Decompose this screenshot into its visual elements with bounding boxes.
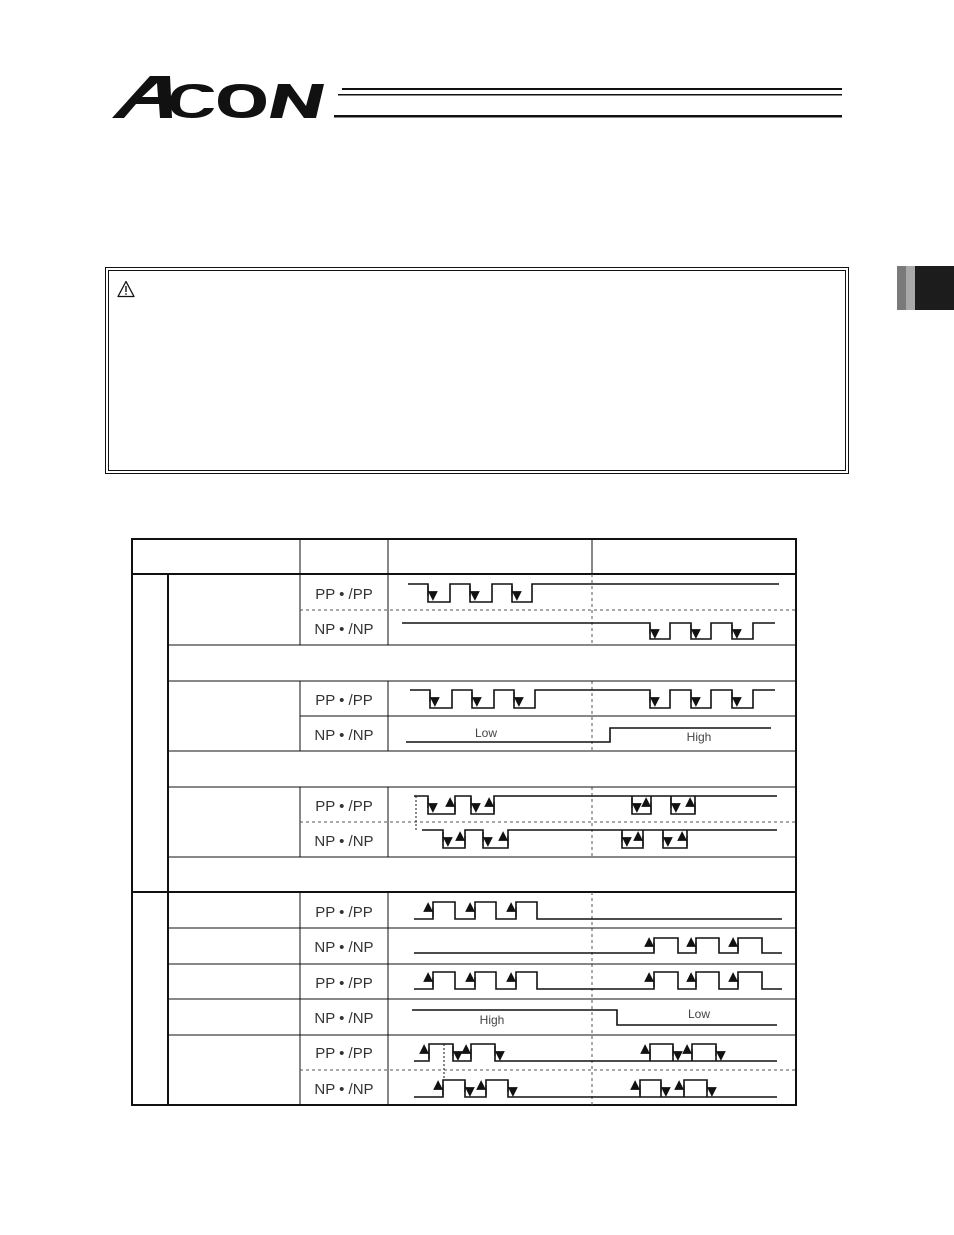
signal-label: NP • /NP: [314, 833, 374, 850]
waveform-row-4: [406, 728, 771, 742]
signal-label: NP • /NP: [314, 939, 374, 956]
side-tab-block: [915, 266, 954, 310]
signal-labels: [314, 586, 373, 1098]
signal-label: PP • /PP: [315, 904, 373, 921]
waveform-row-0: [408, 584, 779, 602]
signal-label: NP • /NP: [314, 621, 374, 638]
logo-letter-c: [170, 84, 214, 118]
level-label-low: Low: [687, 1007, 711, 1021]
side-tab-stripe-1: [897, 266, 906, 310]
row-dotted-lines: [300, 610, 796, 1070]
waveform-row-7: [422, 830, 777, 848]
signal-label: NP • /NP: [314, 727, 374, 744]
waveform-row-8: [414, 902, 782, 919]
waveform-row-12: [414, 1044, 777, 1061]
warning-triangle-icon: [117, 280, 135, 298]
waveform-row-10: [414, 972, 782, 989]
row-lines: [168, 645, 796, 1035]
level-label-low: Low: [474, 726, 498, 740]
level-label-high: High: [479, 1013, 505, 1027]
logo-letter-a: [112, 76, 172, 118]
signal-label: PP • /PP: [315, 975, 373, 992]
signal-label: PP • /PP: [315, 1045, 373, 1062]
waveform-row-11: [412, 1010, 777, 1025]
signal-label: PP • /PP: [315, 586, 373, 603]
waveform-row-13: [414, 1080, 777, 1097]
signal-label: PP • /PP: [315, 692, 373, 709]
waveform-row-6: [414, 796, 777, 814]
header-rule-mid: [338, 94, 842, 96]
signal-label: NP • /NP: [314, 1010, 374, 1027]
signal-label: PP • /PP: [315, 798, 373, 815]
header-rule-bottom: [334, 115, 842, 118]
pulse-timing-table: [131, 538, 797, 1107]
header-rule-top: [342, 88, 842, 90]
caution-box: [105, 267, 849, 474]
logo-letter-n: [270, 84, 324, 118]
waveform-row-1: [402, 623, 775, 639]
caution-box-inner-border: [108, 270, 846, 471]
chapter-side-tab: [897, 266, 954, 310]
acon-logo: [110, 70, 850, 126]
waveform-row-9: [414, 938, 782, 953]
level-label-high: High: [686, 730, 712, 744]
logo-letter-o: [218, 84, 266, 118]
phase-offset-markers: [416, 796, 444, 1080]
side-tab-stripe-2: [906, 266, 915, 310]
signal-label: NP • /NP: [314, 1081, 374, 1098]
